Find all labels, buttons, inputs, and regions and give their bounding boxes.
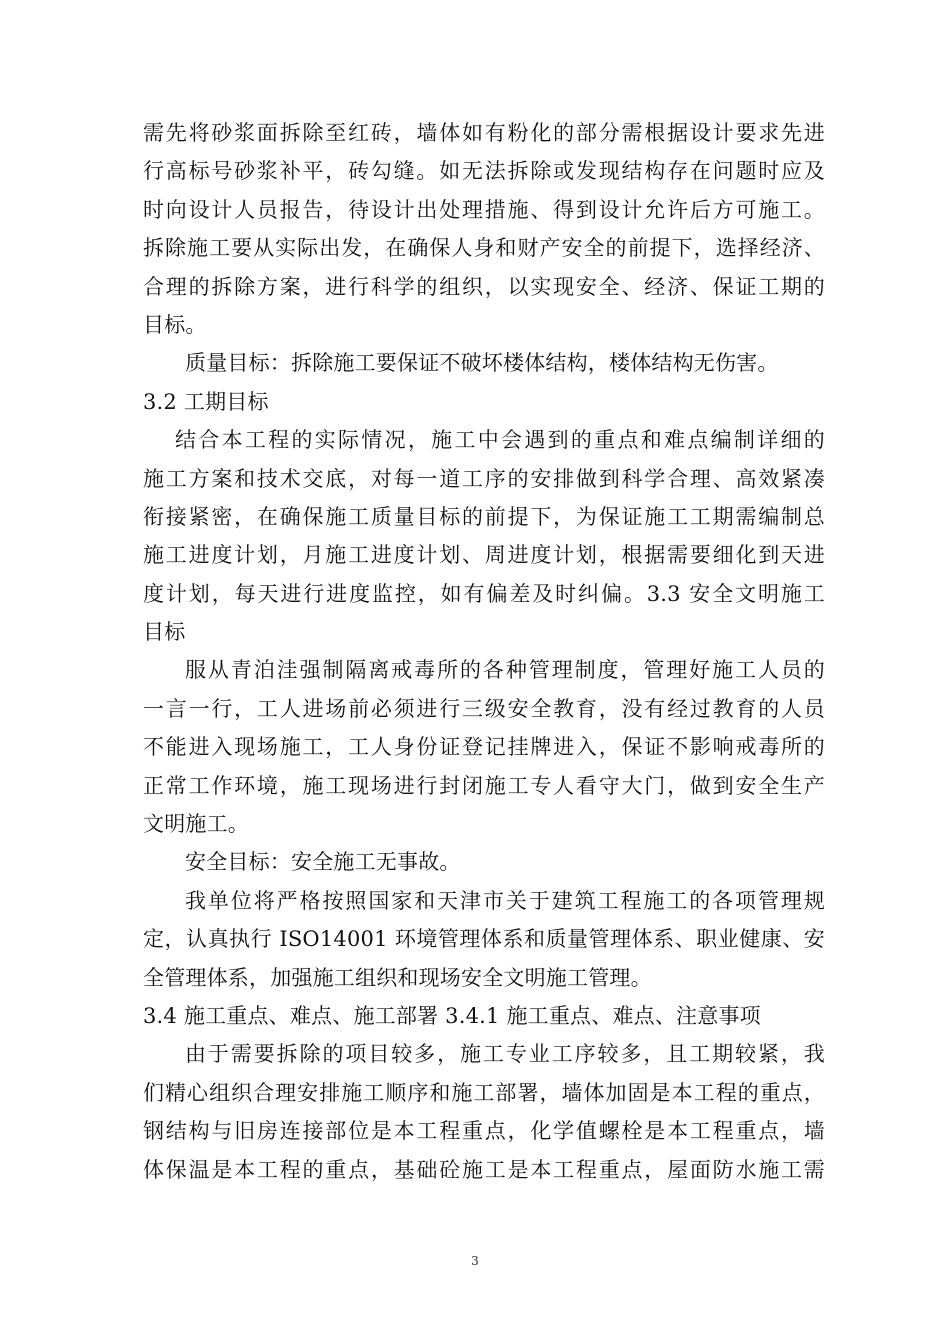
text-line: 合理的拆除方案，进行科学的组织，以实现安全、经济、保证工期的 <box>143 274 825 299</box>
text-line: 我单位将严格按照国家和天津市关于建筑工程施工的各项管理规 <box>185 888 825 913</box>
body-text <box>143 114 825 1189</box>
text-line: 一言一行，工人进场前必须进行三级安全教育，没有经过教育的人员 <box>143 696 825 721</box>
text-line: 施工方案和技术交底，对每一道工序的安排做到科学合理、高效紧凑 <box>143 466 825 491</box>
text-line: 正常工作环境，施工现场进行封闭施工专人看守大门，做到安全生产 <box>143 773 825 798</box>
text-line: 目标 <box>143 620 186 645</box>
text-line: 体保温是本工程的重点，基础砼施工是本工程重点，屋面防水施工需 <box>143 1157 825 1182</box>
text-line: 钢结构与旧房连接部位是本工程重点，化学值螺栓是本工程重点，墙 <box>143 1119 825 1144</box>
section-heading: 3.4 施工重点、难点、施工部署 3.4.1 施工重点、难点、注意事项 <box>143 1003 761 1028</box>
text-line: 全管理体系，加强施工组织和现场安全文明施工管理。 <box>143 965 652 990</box>
text-line: 不能进入现场施工，工人身份证登记挂牌进入，保证不影响戒毒所的 <box>143 735 825 760</box>
text-line: 施工进度计划，月施工进度计划、周进度计划，根据需要细化到天进 <box>143 543 825 568</box>
text-line: 由于需要拆除的项目较多，施工专业工序较多，且工期较紧，我 <box>185 1042 825 1067</box>
page-number: 3 <box>471 1254 479 1268</box>
text-line: 需先将砂浆面拆除至红砖，墙体如有粉化的部分需根据设计要求先进 <box>143 121 825 145</box>
text-line: 定，认真执行 ISO14001 环境管理体系和质量管理体系、职业健康、安 <box>143 927 825 952</box>
text-line: 质量目标：拆除施工要保证不破坏楼体结构，楼体结构无伤害。 <box>185 351 779 376</box>
text-line: 拆除施工要从实际出发，在确保人身和财产安全的前提下，选择经济、 <box>143 236 825 261</box>
text-line: 目标。 <box>143 312 207 337</box>
text-line: 安全目标：安全施工无事故。 <box>185 850 461 875</box>
text-line: 行高标号砂浆补平，砖勾缝。如无法拆除或发现结构存在问题时应及 <box>143 159 825 184</box>
text-line: 文明施工。 <box>143 812 249 837</box>
text-line: 时向设计人员报告，待设计出处理措施、得到设计允许后方可施工。 <box>143 197 825 222</box>
text-line: 服从青泊洼强制隔离戒毒所的各种管理制度，管理好施工人员的 <box>185 658 825 683</box>
text-line: 度计划，每天进行进度监控，如有偏差及时纠偏。3.3 安全文明施工 <box>143 581 825 606</box>
text-line: 衔接紧密，在确保施工质量目标的前提下，为保证施工工期需编制总 <box>143 504 825 529</box>
text-line: 们精心组织合理安排施工顺序和施工部署，墙体加固是本工程的重点， <box>143 1080 825 1105</box>
section-heading: 3.2 工期目标 <box>143 389 269 414</box>
text-line: 结合本工程的实际情况，施工中会遇到的重点和难点编制详细的 <box>175 428 825 453</box>
